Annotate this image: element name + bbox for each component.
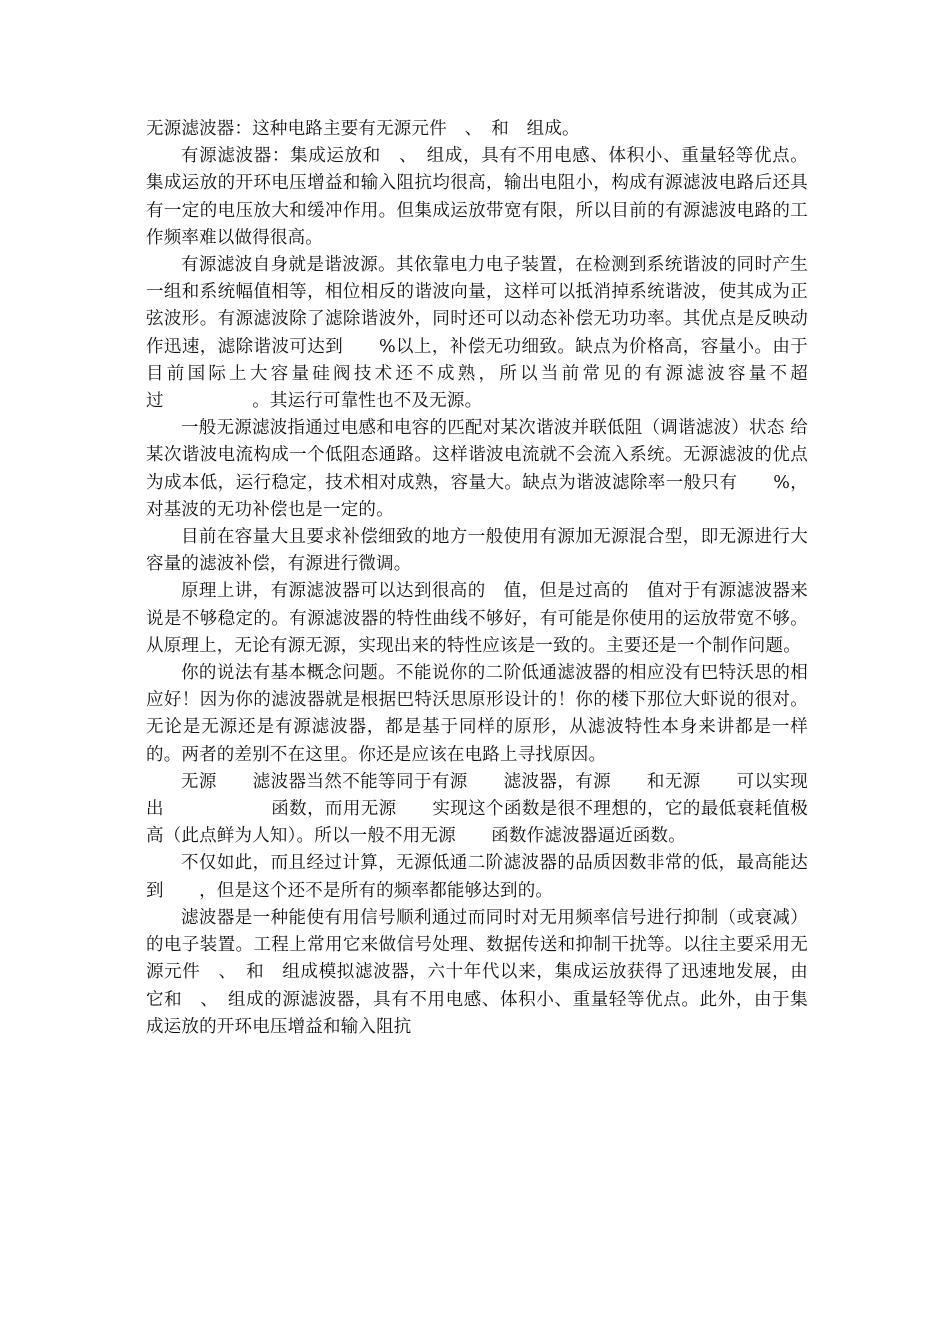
paragraph: 你的说法有基本概念问题。不能说你的二阶低通滤波器的相应没有巴特沃思的相应好！因为你的滤波器就是根据巴特沃思原形设计的！你的楼下那位大虾说的很对。无论是无源还是有源滤波器，都是基于同样的原形，从滤波特性本身来讲都是一样的。两者的差别不在这里。你还是应该在电路上寻找原因。 (146, 663, 808, 765)
paragraph: 目前在容量大且要求补偿细致的地方一般使用有源加无源混合型，即无源进行大容量的滤波补偿，有源进行微调。 (146, 527, 808, 575)
paragraph: 无源 滤波器当然不能等同于有源 滤波器，有源 和无源 可以实现出 函数，而用无源 实现这个函数是很不理想的，它的最低衰耗值极高（此点鲜为人知）。所以一般不用无源 函数作滤波器逼近函数。 (146, 771, 808, 847)
paragraph: 无源滤波器：这种电路主要有无源元件 、 和 组成。 (146, 119, 580, 139)
paragraph: 有源滤波自身就是谐波源。其依靠电力电子装置，在检测到系统谐波的同时产生一组和系统幅值相等，相位相反的谐波向量，这样可以抵消掉系统谐波，使其成为正弦波形。有源滤波除了滤除谐波外，同时还可以动态补偿无功功率。其优点是反映动作迅速，滤除谐波可达到 %以上，补偿无功细致。缺点为价格高，容量小。由于目前国际上大容量硅阀技术还不成熟，所以当前常见的有源滤波容量不超过 。其运行可靠性也不及无源。 (146, 255, 808, 412)
paragraph: 不仅如此，而且经过计算，无源低通二阶滤波器的品质因数非常的低，最高能达到 ，但是这个还不是所有的频率都能够达到的。 (146, 853, 808, 901)
paragraph: 一般无源滤波指通过电感和电容的匹配对某次谐波并联低阻（调谐滤波）状态 给某次谐波电流构成一个低阻态通路。这样谐波电流就不会流入系统。无源滤波的优点为成本低，运行稳定，技术相对成熟，容量大。缺点为谐波滤除率一般只有 %，对基波的无功补偿也是一定的。 (146, 418, 808, 520)
paragraph: 滤波器是一种能使有用信号顺利通过而同时对无用频率信号进行抑制（或衰减）的电子装置。工程上常用它来做信号处理、数据传送和抑制干扰等。以往主要采用无源元件 、 和 组成模拟滤波器，六十年代以来，集成运放获得了迅速地发展，由它和 、 组成的源滤波器，具有不用电感、体积小、重量轻等优点。此外，由于集成运放的开环电压增益和输入阻抗 (146, 907, 808, 1037)
document-body (146, 116, 808, 1041)
paragraph: 有源滤波器：集成运放和 、 组成，具有不用电感、体积小、重量轻等优点。集成运放的开环电压增益和输入阻抗均很高，输出电阻小，构成有源滤波电路后还具有一定的电压放大和缓冲作用。但集成运放带宽有限，所以目前的有源滤波电路的工作频率难以做得很高。 (146, 146, 808, 248)
paragraph: 原理上讲，有源滤波器可以达到很高的 值，但是过高的 值对于有源滤波器来说是不够稳定的。有源滤波器的特性曲线不够好，有可能是你使用的运放带宽不够。从原理上，无论有源无源，实现出来的特性应该是一致的。主要还是一个制作问题。 (146, 581, 808, 656)
